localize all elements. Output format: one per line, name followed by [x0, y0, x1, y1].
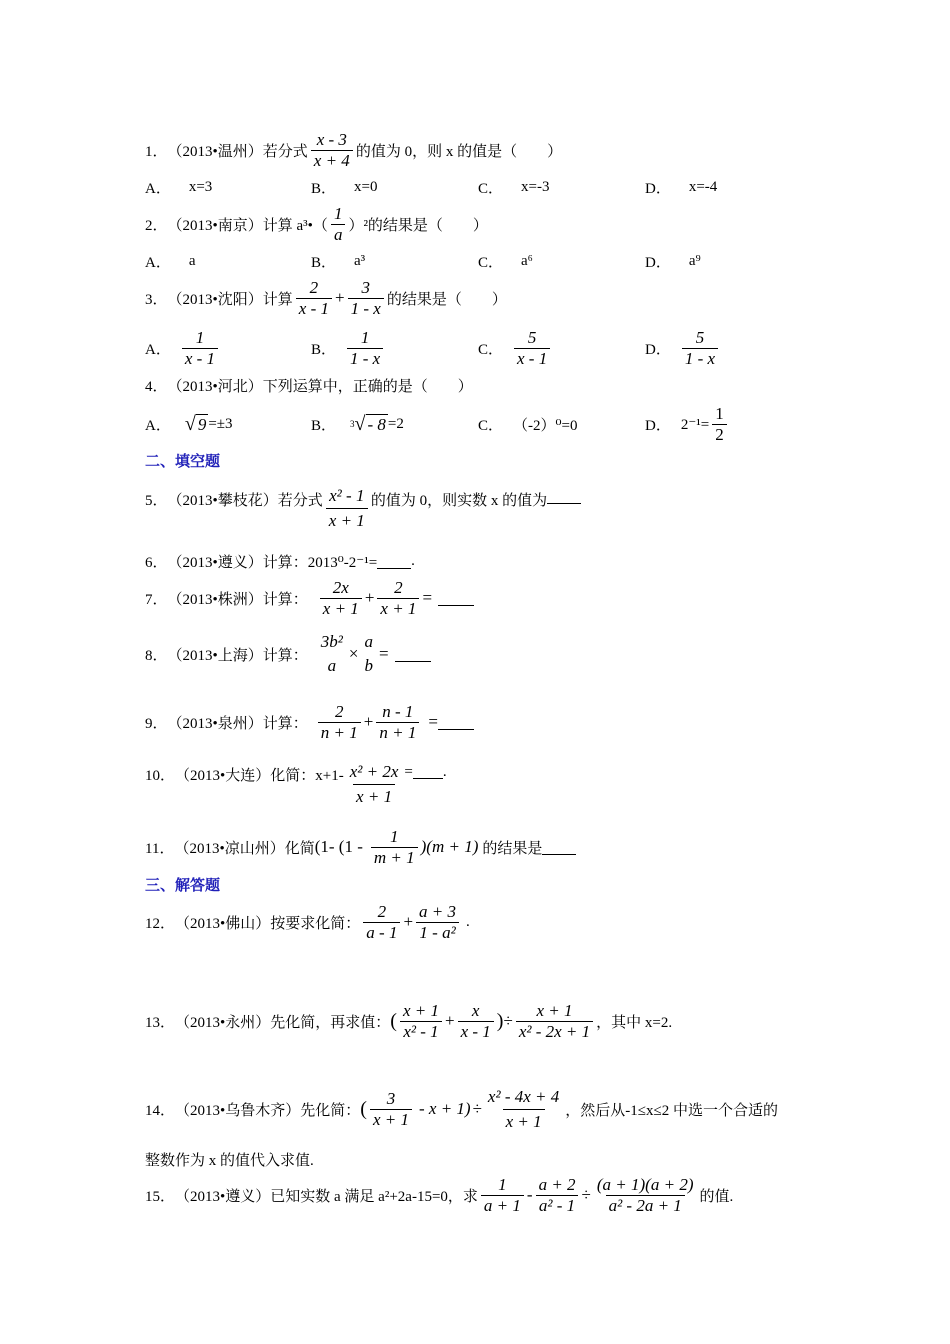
option-c[interactable]: C． a⁶: [478, 252, 533, 271]
cube-root-expression: 3 √ - 8: [350, 412, 386, 435]
option-a[interactable]: A． √ 9 =±3: [145, 412, 233, 435]
question-9: 9． （2013•泉州）计算： $\frac{2}{n + 1}$ + $\frac{n - 1}{n + 1}$ =: [145, 700, 474, 744]
question-text: （2013•温州）若分式: [167, 143, 308, 160]
answer-blank[interactable]: [377, 554, 411, 569]
option-b[interactable]: B． $\frac{1}{1 - x}$: [311, 326, 386, 370]
question-2: 2． （2013•南京）计算 a³•（ $\frac{1}{a}$ ）²的结果是（ ）: [145, 203, 488, 244]
option-c[interactable]: C． $\frac{5}{x - 1}$: [478, 326, 553, 370]
option-d[interactable]: D． x=-4: [645, 178, 718, 197]
question-14: 14． （2013•乌鲁木齐）先化简： ( $\frac{3}{x + 1}$ - x + 1) ÷ $\frac{\text{x² - 4x + 4}}{x + 1}$ ，然后从-1≤x≤2 中选一个合适的: [145, 1084, 778, 1134]
question-5: 5． （2013•攀枝花）若分式 $\frac{\text{x² - 1}}{x + 1}$ 的值为 0，则实数 x 的值为: [145, 480, 581, 536]
options-2: [145, 246, 845, 276]
answer-blank[interactable]: [542, 840, 576, 855]
question-13: 13． （2013•永州）先化简，再求值： ( $\frac{x + 1}{\text{x² - 1}}$ + $\frac{x}{x - 1}$ ) ÷ $\frac{x + 1}{\text{x² - 2x + 1}}$ ，其中 x=2.: [145, 1000, 673, 1041]
question-number: 1．: [145, 143, 168, 160]
section-heading-fill-in: 二、填空题: [145, 453, 221, 470]
option-b[interactable]: B． a³: [311, 252, 366, 271]
question-11: 11． （2013•凉山州）化简 (1- (1 - $\frac{1}{m + 1}$ )(m + 1) 的结果是: [145, 824, 576, 870]
question-text: 的值为 0，则 x 的值是（ ）: [355, 143, 563, 160]
question-8: 8． （2013•上海）计算： 3b² a × a b =: [145, 630, 431, 678]
answer-blank[interactable]: [547, 489, 581, 504]
option-b[interactable]: B． x=0: [311, 178, 378, 197]
question-15: 15． （2013•遵义）已知实数 a 满足 a²+2a-15=0，求 $\frac{1}{a + 1}$ - $\frac{a + 2}{\text{a² - 1}}$ ÷ $\frac{(a + 1)(a + 2)}{\text{a² - 2a + 1}}$ 的值.: [145, 1174, 734, 1215]
question-7: 7． （2013•株洲）计算： $\frac{2x}{x + 1}$ + $\frac{2}{x + 1}$ =: [145, 576, 474, 620]
option-c[interactable]: C． （-2）⁰=0: [478, 417, 578, 434]
answer-blank[interactable]: [395, 647, 431, 662]
answer-blank[interactable]: [438, 591, 474, 606]
question-1: [145, 128, 562, 172]
option-a[interactable]: A． x=3: [145, 178, 213, 197]
fraction: $\frac{1}{a}$: [331, 204, 346, 245]
option-a[interactable]: A． $\frac{1}{x - 1}$: [145, 326, 221, 370]
fraction: $\frac{x - 3}{x + 4}$: [311, 130, 353, 171]
question-4: 4． （2013•河北）下列运算中，正确的是（ ）: [145, 378, 473, 395]
question-6: 6． （2013•遵义）计算：2013⁰-2⁻¹= .: [145, 552, 415, 571]
question-12: 12． （2013•佛山）按要求化简： $\frac{2}{a - 1}$ + $\frac{a + 3}{\text{1 - a²}}$ .: [145, 901, 470, 942]
section-heading-solve: 三、解答题: [145, 877, 221, 894]
sqrt-expression: √ 9: [184, 412, 207, 435]
question-14-continued: 整数作为 x 的值代入求值.: [145, 1152, 314, 1169]
answer-blank[interactable]: [413, 764, 443, 779]
options-4: [145, 402, 845, 446]
question-3: 3． （2013•沈阳）计算 $\frac{2}{x - 1}$ + $\frac{3}{1 - x}$ 的结果是（ ）: [145, 277, 507, 318]
option-a[interactable]: A． a: [145, 252, 196, 271]
options-3: [145, 326, 845, 370]
options-1: [145, 172, 845, 202]
option-d[interactable]: D． $\frac{5}{1 - x}$: [645, 326, 721, 370]
option-b[interactable]: B． 3 √ - 8 =2: [311, 412, 404, 435]
option-d[interactable]: D． 2⁻¹= $\frac{1}{2}$: [645, 402, 730, 446]
option-d[interactable]: D． a⁹: [645, 252, 701, 271]
option-c[interactable]: C． x=-3: [478, 178, 550, 197]
question-10: 10． （2013•大连）化简：x+1- $\frac{\text{x² + 2x}}{x + 1}$ = .: [145, 762, 447, 812]
answer-blank[interactable]: [438, 715, 474, 730]
